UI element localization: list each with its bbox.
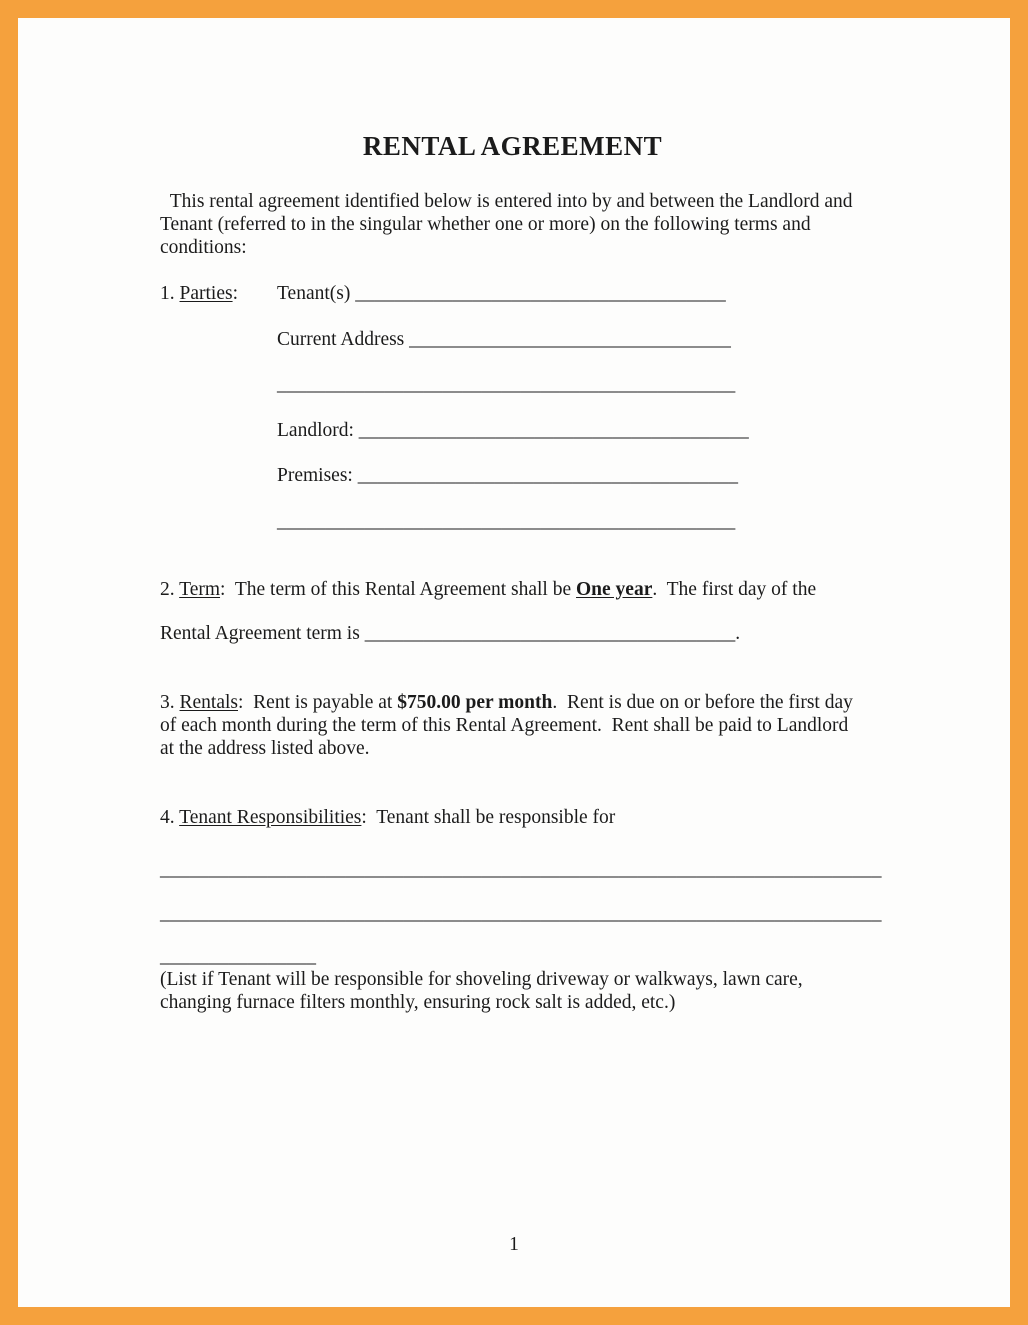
- rentals-text: : Rent is payable at: [238, 691, 398, 713]
- section-1-parties: [160, 282, 865, 533]
- responsibilities-note-line-2: [160, 991, 865, 1014]
- page-number: [18, 1233, 1010, 1256]
- term-value: One year: [576, 578, 653, 600]
- responsibilities-text: : Tenant shall be responsible for: [361, 806, 616, 828]
- section-number: 3.: [160, 691, 180, 713]
- fill-in-blank: __________________________________________________________________________: [160, 902, 882, 924]
- landlord-label: Landlord:: [277, 419, 359, 441]
- rent-amount: $750.00 per month: [397, 691, 553, 713]
- section-label: Term: [179, 578, 221, 600]
- rentals-text: . Rent is due on or before the first day: [552, 691, 853, 713]
- page-number-text: 1: [509, 1234, 519, 1255]
- intro-line-3: [160, 236, 865, 259]
- current-address-fill-in-blank: _________________________________: [409, 328, 731, 350]
- term-line-1: [160, 578, 865, 601]
- term-text: . The first day of the: [652, 578, 817, 600]
- intro-text: This rental agreement identified below is entered into by and between the Landlord and: [160, 191, 853, 212]
- premises-continuation-fill-in-blank: _______________________________________________: [277, 510, 736, 532]
- premises-label: Premises:: [277, 465, 358, 486]
- rentals-line-3: [160, 737, 865, 760]
- section-4-tenant-responsibilities: [160, 806, 882, 1014]
- term-line-2: [160, 622, 865, 645]
- note-text: (List if Tenant will be responsible for shoveling driveway or walkways, lawn care,: [160, 968, 803, 990]
- tenant-fill-in-blank: ______________________________________: [355, 283, 726, 304]
- current-address-label: Current Address: [277, 328, 410, 350]
- section-label: Parties: [179, 283, 233, 304]
- document-title: [160, 130, 865, 162]
- fill-in-blank: __________________________________________________________________________: [160, 858, 882, 880]
- intro-paragraph: [160, 190, 865, 259]
- rentals-text: of each month during the term of this Rental Agreement. Rent shall be paid to Landlord: [160, 714, 849, 736]
- intro-text: Tenant (referred to in the singular whether one or more) on the following terms and: [160, 214, 811, 235]
- responsibilities-fill-in-blank-1: [160, 858, 882, 881]
- section-label: Rentals: [179, 691, 238, 713]
- field-premises-continuation: [277, 510, 865, 533]
- responsibilities-fill-in-blank-3: [160, 945, 865, 968]
- section-1-heading: [160, 282, 277, 305]
- section-number: 4.: [160, 806, 180, 828]
- field-address-continuation: [277, 373, 865, 396]
- rentals-line-2: [160, 714, 865, 737]
- parties-fields: [277, 282, 865, 533]
- responsibilities-note-line-1: [160, 968, 865, 991]
- section-2-term: [160, 578, 865, 645]
- tenant-label: Tenant(s): [277, 283, 356, 304]
- rentals-text: at the address listed above.: [160, 737, 370, 759]
- field-tenant: [277, 282, 865, 305]
- intro-line-2: [160, 213, 865, 236]
- intro-text: conditions:: [160, 237, 247, 258]
- responsibilities-fill-in-blank-2: [160, 902, 882, 925]
- address-continuation-fill-in-blank: _______________________________________________: [277, 374, 736, 395]
- fill-in-blank: ________________: [160, 945, 316, 967]
- responsibilities-heading: [160, 806, 865, 829]
- term-start-fill-in-blank: ______________________________________: [364, 622, 736, 644]
- term-start-label: Rental Agreement term is: [160, 622, 365, 644]
- section-label-colon: :: [232, 283, 238, 304]
- section-label: Tenant Responsibilities: [179, 806, 362, 828]
- field-current-address: [277, 328, 865, 351]
- term-line-period: .: [735, 622, 741, 644]
- section-number: 1.: [160, 283, 180, 304]
- rentals-line-1: [160, 691, 865, 714]
- document-title-text: RENTAL AGREEMENT: [362, 131, 663, 161]
- document-page: [18, 18, 1010, 1307]
- premises-fill-in-blank: _______________________________________: [357, 465, 738, 486]
- section-3-rentals: [160, 691, 865, 760]
- field-premises: [277, 464, 865, 487]
- landlord-fill-in-blank: ________________________________________: [358, 419, 749, 441]
- intro-line-1: [160, 190, 865, 213]
- field-landlord: [277, 419, 865, 442]
- term-text: : The term of this Rental Agreement shall be: [220, 578, 577, 600]
- section-number: 2.: [160, 578, 180, 600]
- note-text: changing furnace filters monthly, ensuring rock salt is added, etc.): [160, 991, 676, 1013]
